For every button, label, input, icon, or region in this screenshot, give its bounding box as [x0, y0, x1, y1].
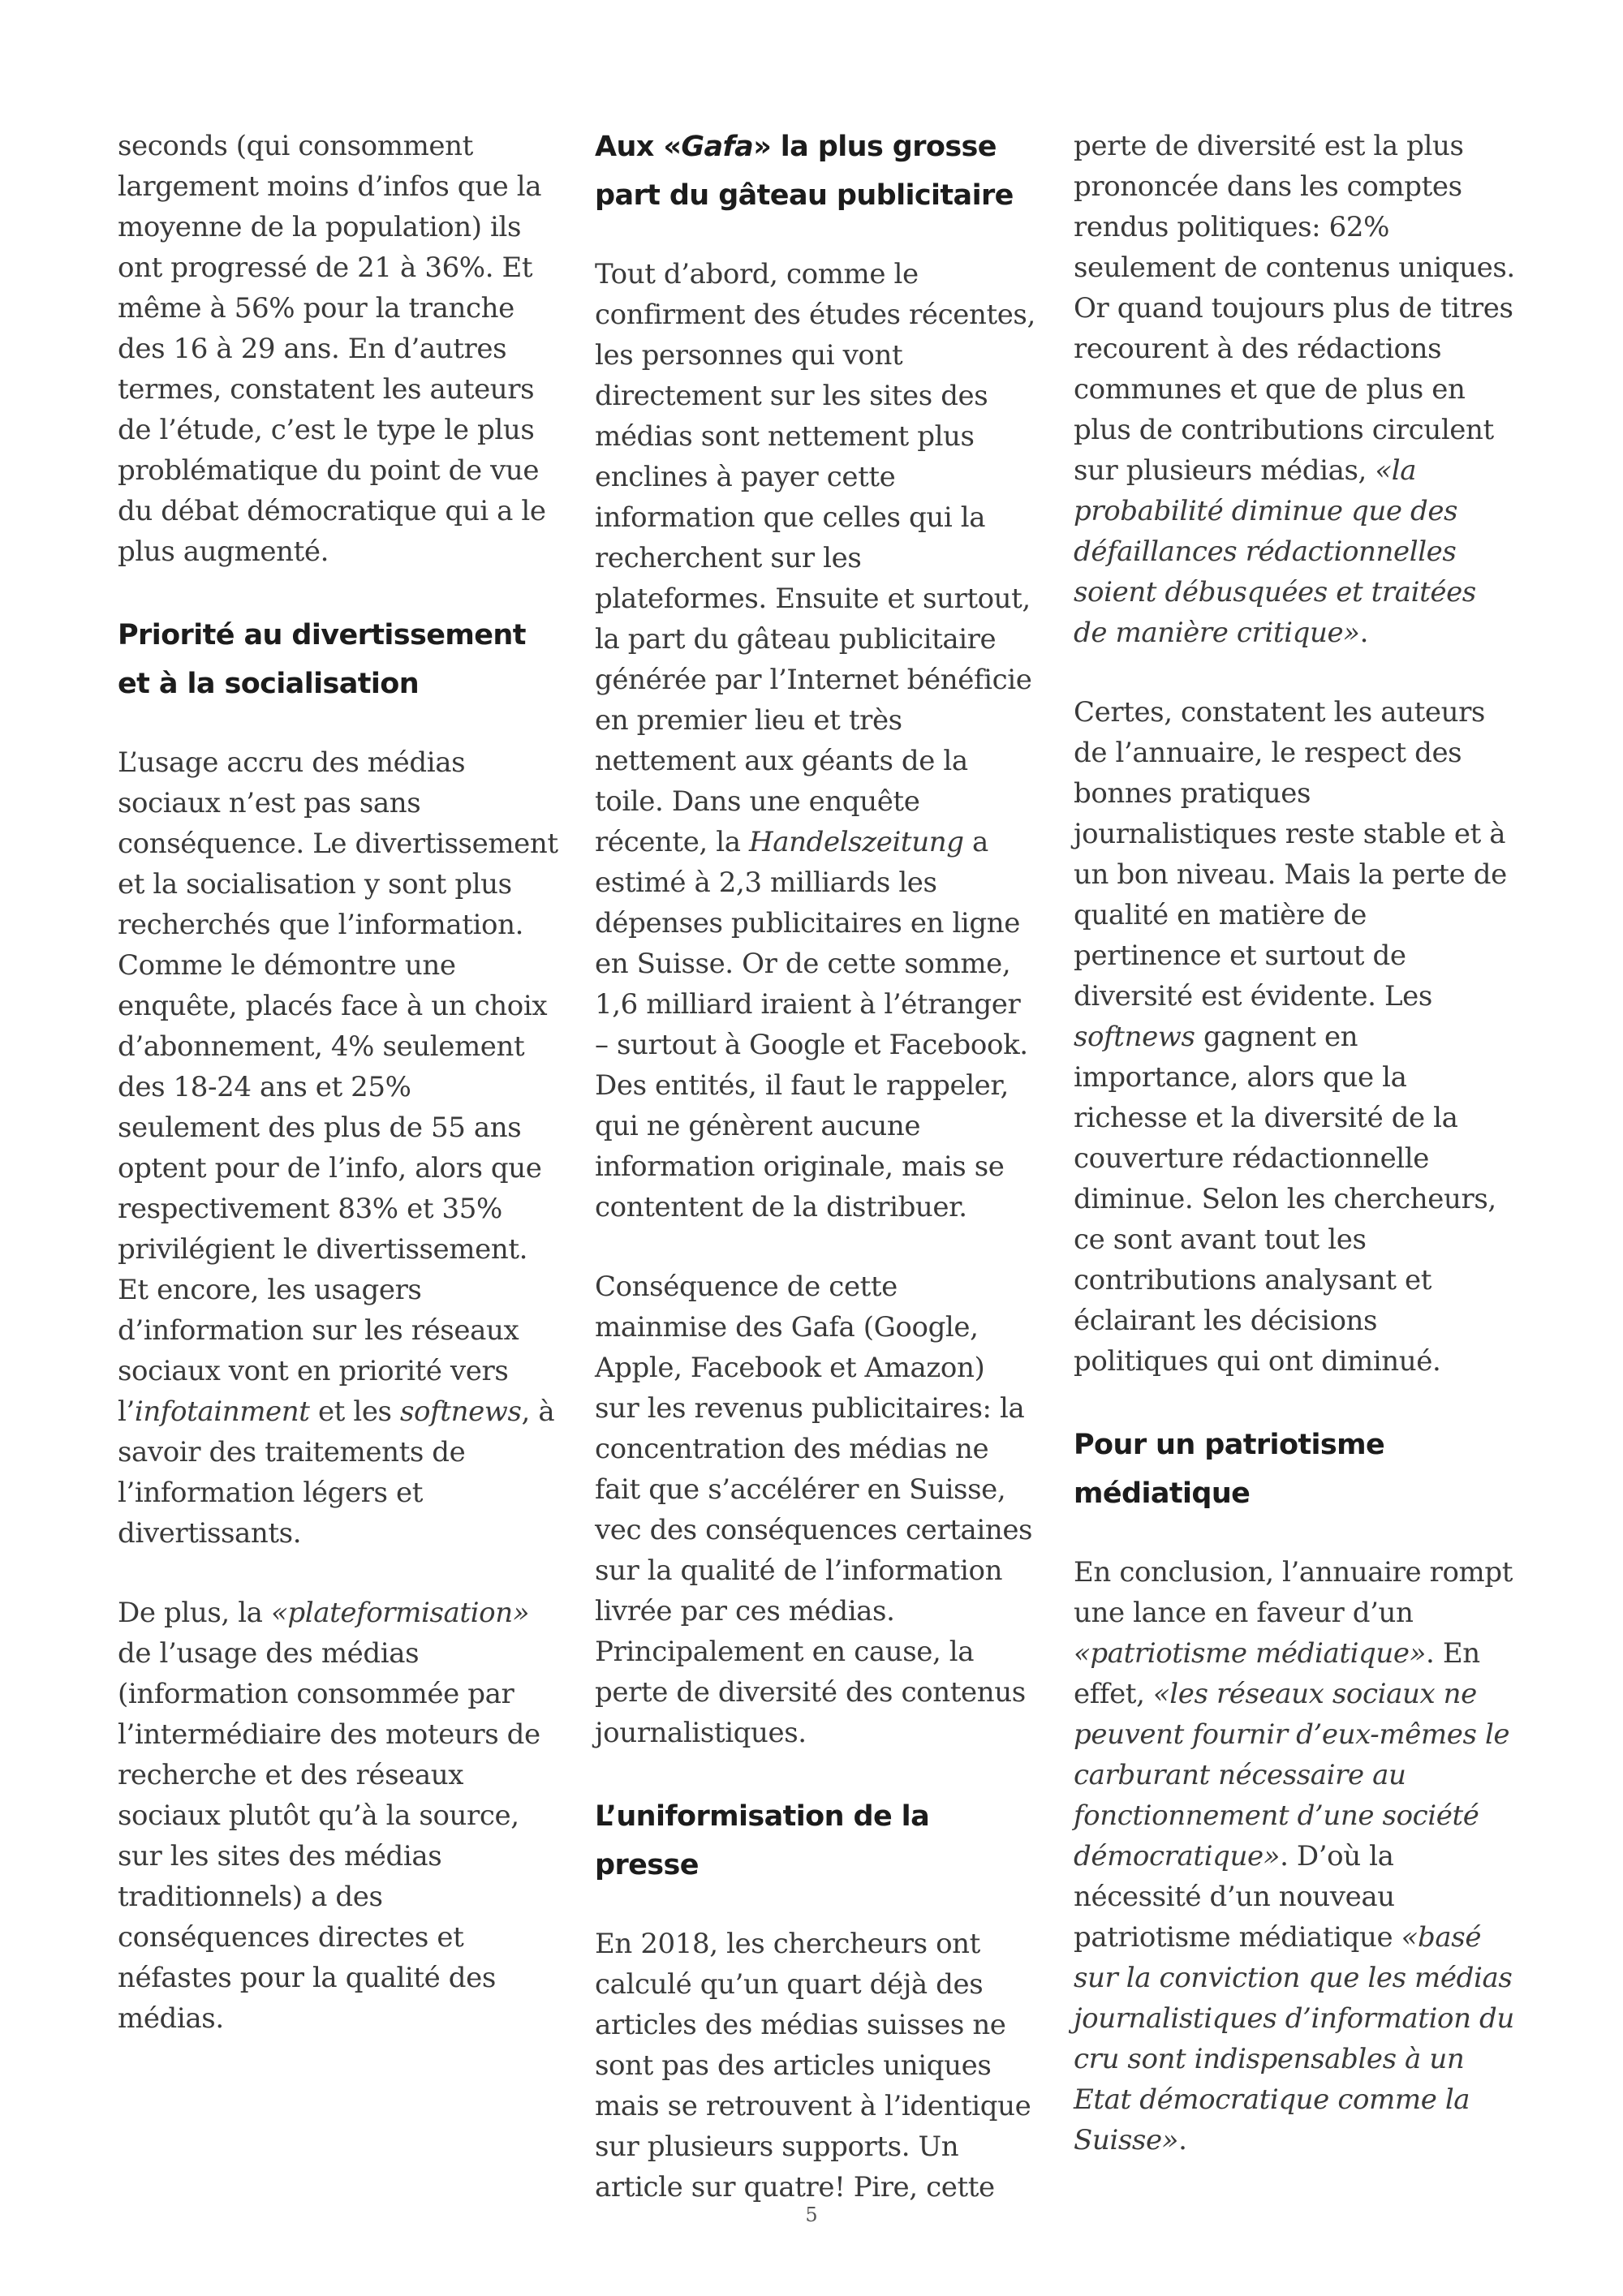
- section-heading: Priorité au divertissement et à la socialisation: [118, 619, 526, 700]
- text-column-2: [595, 126, 1037, 2204]
- paragraph: Conséquence de cette mainmise des Gafa (Google, Apple, Facebook et Amazon) sur les revenus publicitaires: la concentration des médias ne fait que s’accélérer en Suisse, vec des conséquences certaines sur la qualité de l’information livrée par ces médias. Principalement en cause, la perte de diversité des contenus journalistiques.: [595, 1271, 1033, 1749]
- paragraph: seconds (qui consomment largement moins d’infos que la moyenne de la population) ils ont progressé de 21 à 36%. Et même à 56% pour la tranche des 16 à 29 ans. En d’autres termes, constatent les auteurs de l’étude, c’est le type le plus problématique du point de vue du débat démocratique qui a le plus augmenté.: [118, 130, 546, 568]
- section-heading: Aux «Gafa» la plus grosse part du gâteau publicitaire: [595, 131, 1014, 212]
- page-number: 5: [805, 2204, 818, 2226]
- section-heading: Pour un patriotisme médiatique: [1074, 1429, 1385, 1510]
- paragraph: Tout d’abord, comme le confirment des études récentes, les personnes qui vont directement sur les sites des médias sont nettement plus enclines à payer cette information que celles qui la recherchent sur les plateformes. Ensuite et surtout, la part du gâteau publicitaire générée par l’Internet bénéficie en premier lieu et très nettement aux géants de la toile. Dans une enquête récente, la Handelszeitung a estimé à 2,3 milliards les dépenses publicitaires en ligne en Suisse. Or de cette somme, 1,6 milliard iraient à l’étranger – surtout à Google et Facebook. Des entités, il faut le rappeler, qui ne génèrent aucune information originale, mais se contentent de la distribuer.: [595, 258, 1035, 1223]
- paragraph: De plus, la «plateformisation» de l’usage des médias (information consommée par l’intermédiaire des moteurs de recherche et des réseaux sociaux plutôt qu’à la source, sur les sites des médias traditionnels) a des conséquences directes et néfastes pour la qualité des médias.: [118, 1597, 540, 2035]
- paragraph: En 2018, les chercheurs ont calculé qu’un quart déjà des articles des médias suisses ne sont pas des articles uniques mais se retrouvent à l’identique sur plusieurs supports. Un article sur quatre! Pire, cette: [595, 1928, 1031, 2204]
- paragraph: En conclusion, l’annuaire rompt une lance en faveur d’un «patriotisme médiatique». En effet, «les réseaux sociaux ne peuvent fournir d’eux-mêmes le carburant nécessaire au fonctionnement d’une société démocratique». D’où la nécessité d’un nouveau patriotisme médiatique «basé sur la conviction que les médias journalistiques d’information du cru sont indispensables à un Etat démocratique comme la Suisse».: [1074, 1556, 1514, 2156]
- section-heading: L’uniformisation de la presse: [595, 1800, 930, 1881]
- paragraph: Certes, constatent les auteurs de l’annuaire, le respect des bonnes pratiques journalistiques reste stable et à un bon niveau. Mais la perte de qualité en matière de pertinence et surtout de diversité est évidente. Les softnews gagnent en importance, alors que la richesse et la diversité de la couverture rédactionnelle diminue. Selon les chercheurs, ce sont avant tout les contributions analysant et éclairant les décisions politiques qui ont diminué.: [1074, 696, 1507, 1378]
- paragraph: perte de diversité est la plus prononcée dans les comptes rendus politiques: 62% seulement de contenus uniques. Or quand toujours plus de titres recourent à des rédactions communes et que de plus en plus de contributions circulent sur plusieurs médias, «la probabilité diminue que des défaillances rédactionnelles soient débusquées et traitées de manière critique».: [1074, 130, 1515, 649]
- paragraph: L’usage accru des médias sociaux n’est pas sans conséquence. Le divertissement et la socialisation y sont plus recherchés que l’information. Comme le démontre une enquête, placés face à un choix d’abonnement, 4% seulement des 18-24 ans et 25% seulement des plus de 55 ans optent pour de l’info, alors que respectivement 83% et 35% privilégient le divertissement. Et encore, les usagers d’information sur les réseaux sociaux vont en priorité vers l’infotainment et les softnews, à savoir des traitements de l’information légers et divertissants.: [118, 746, 558, 1550]
- text-column-1: [118, 126, 560, 2186]
- text-column-3: [1074, 126, 1516, 2186]
